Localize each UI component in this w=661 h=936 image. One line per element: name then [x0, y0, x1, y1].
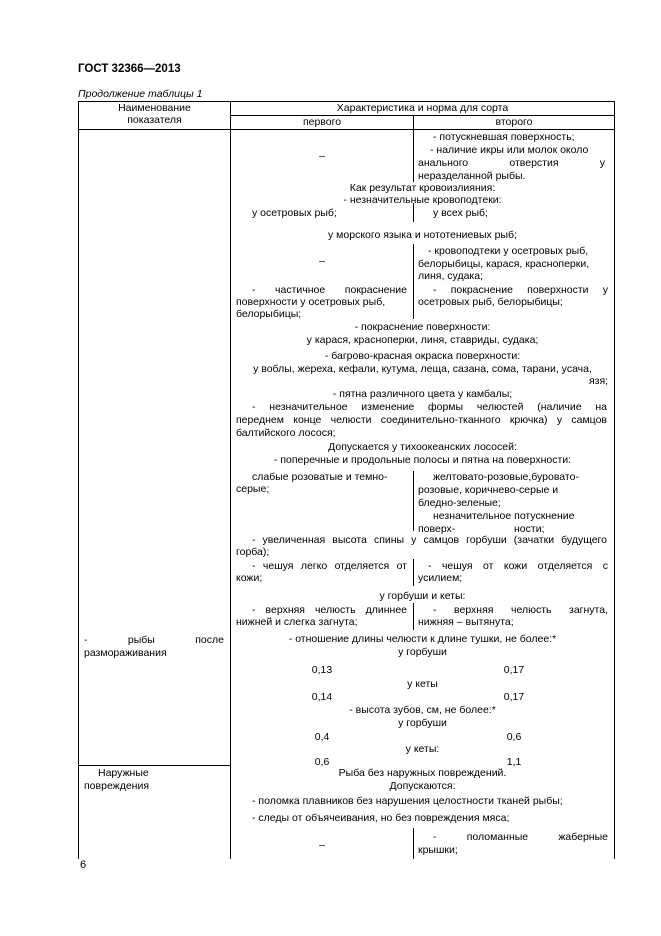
text-line: у воблы, жереха, кефали, кутума, леща, сазана, сома, тарани, усача,: [253, 363, 592, 375]
text-line: переднем конце челюсти соединительно-тканного крючка) у самцов: [236, 414, 607, 426]
text-line: поверхности у осетровых рыб,: [236, 296, 386, 308]
text-line: - следы от объячеивания, но без повреждения мяса;: [252, 812, 510, 824]
table-caption: Продолжение таблицы 1: [78, 88, 203, 100]
text-line: незначительное потускнение: [433, 510, 575, 522]
header-name-line1: Наименование: [118, 102, 191, 114]
indicator-external-damage: повреждения: [84, 780, 150, 792]
value-cell: 0,14: [311, 691, 333, 703]
text-line: анального отверстия у: [418, 157, 605, 169]
indicator-after-thawing: - рыбы после: [84, 634, 224, 646]
value-cell: 0,17: [503, 691, 525, 703]
text-line: - покраснение поверхности:: [354, 321, 491, 333]
text-line: язя;: [589, 375, 609, 387]
text-line: белорыбицы, карася, красноперки,: [418, 258, 590, 270]
text-line: - отношение длины челюсти к длине тушки, не более:*: [288, 633, 557, 645]
text-line: балтийского лосося;: [236, 427, 336, 439]
text-line: серые;: [236, 483, 270, 495]
text-line: крышки;: [418, 844, 458, 856]
page-number: 6: [80, 859, 87, 871]
text-line: у горбуши: [398, 646, 447, 658]
text-line: - незначительные кровоподтеки:: [343, 194, 502, 206]
text-line: - высота зубов, см, не более:*: [349, 704, 496, 716]
text-line: белорыбицы;: [236, 308, 302, 320]
value-cell: 0,13: [311, 664, 333, 676]
text-line: - поперечные и продольные полосы и пятна на поверхности:: [273, 454, 572, 466]
text-line: - чешуя легко отделяется от: [252, 560, 407, 572]
text-line: у горбуши и кеты:: [379, 590, 466, 602]
text-line: слабые розоватые и темно-: [252, 471, 388, 483]
text-line: розовые, коричнево-серые и: [418, 484, 559, 496]
value-cell: 1,1: [506, 756, 522, 768]
text-line: у кеты:: [405, 743, 440, 755]
text-line: линя, судака;: [418, 270, 484, 282]
text-line: усилием;: [418, 572, 463, 584]
text-line: - кровоподтеки у осетровых рыб,: [428, 245, 589, 257]
text-line: нижняя – вытянута;: [418, 616, 514, 628]
text-line: - багрово-красная окраска поверхности:: [324, 350, 521, 362]
text-line: - частичное покраснение: [252, 284, 407, 296]
text-line: Как результат кровоизлияния:: [349, 182, 496, 194]
dash: –: [319, 839, 325, 851]
text-line: - увеличенная высота спины у самцов горбуши (зачатки будущего: [252, 534, 607, 546]
text-line: Допускается у тихоокеанских лососей:: [328, 441, 517, 453]
text-line: - пятна различного цвета у камбалы;: [332, 388, 513, 400]
text-line: Допускаются:: [389, 780, 456, 792]
text-line: желтовато-розовые,буровато-: [433, 471, 579, 483]
text-line: нижней и слегка загнута;: [236, 616, 358, 628]
text-line: - чешуя от кожи отделяется с: [428, 560, 608, 572]
header-first-grade: первого: [302, 116, 342, 128]
text-line: осетровых рыб, белорыбицы;: [418, 296, 563, 308]
text-line: - верхняя челюсть загнута,: [433, 604, 608, 616]
text-line: - покраснение поверхности у: [433, 284, 608, 296]
document-header: ГОСТ 32366—2013: [78, 63, 181, 75]
value-cell: 0,6: [506, 731, 522, 743]
header-characteristic: Характеристика и норма для сорта: [336, 102, 509, 114]
text-line: у всех рыб;: [433, 207, 488, 219]
text-line: у осетровых рыб;: [252, 207, 337, 219]
text-line: у карася, красноперки, линя, ставриды, судака;: [306, 334, 539, 346]
text-line: неразделанной рыбы.: [418, 170, 526, 182]
text-line: поверх-: [418, 523, 456, 535]
text-line: у морского языка и нототениевых рыб;: [328, 229, 517, 241]
text-line: - незначительное изменение формы челюстей (наличие на: [252, 401, 607, 413]
header-name-line2: показателя: [127, 114, 182, 126]
text-line: у кеты: [407, 678, 438, 690]
value-cell: 0,17: [503, 664, 525, 676]
indicator-external-damage: Наружные: [98, 767, 149, 779]
text-line: у горбуши: [398, 717, 447, 729]
text-line: горба);: [236, 546, 270, 558]
value-cell: 0,6: [314, 756, 330, 768]
dash: –: [319, 150, 325, 162]
text-line: - поломанные жаберные: [433, 831, 608, 843]
text-line: бледно-зеленые;: [418, 497, 501, 509]
text-line: - поломка плавников без нарушения целостности тканей рыбы;: [252, 795, 563, 807]
text-line: - наличие икры или молок около: [430, 144, 589, 156]
value-cell: 0,4: [314, 731, 330, 743]
text-line: - потускневшая поверхность;: [433, 131, 575, 143]
text-line: кожи;: [236, 572, 263, 584]
text-line: ности;: [514, 523, 545, 535]
header-second-grade: второго: [495, 116, 533, 128]
text-line: Рыба без наружных повреждений.: [338, 767, 507, 779]
indicator-after-thawing: размораживания: [84, 647, 167, 659]
dash: –: [319, 255, 325, 267]
text-line: - верхняя челюсть длиннее: [252, 604, 407, 616]
